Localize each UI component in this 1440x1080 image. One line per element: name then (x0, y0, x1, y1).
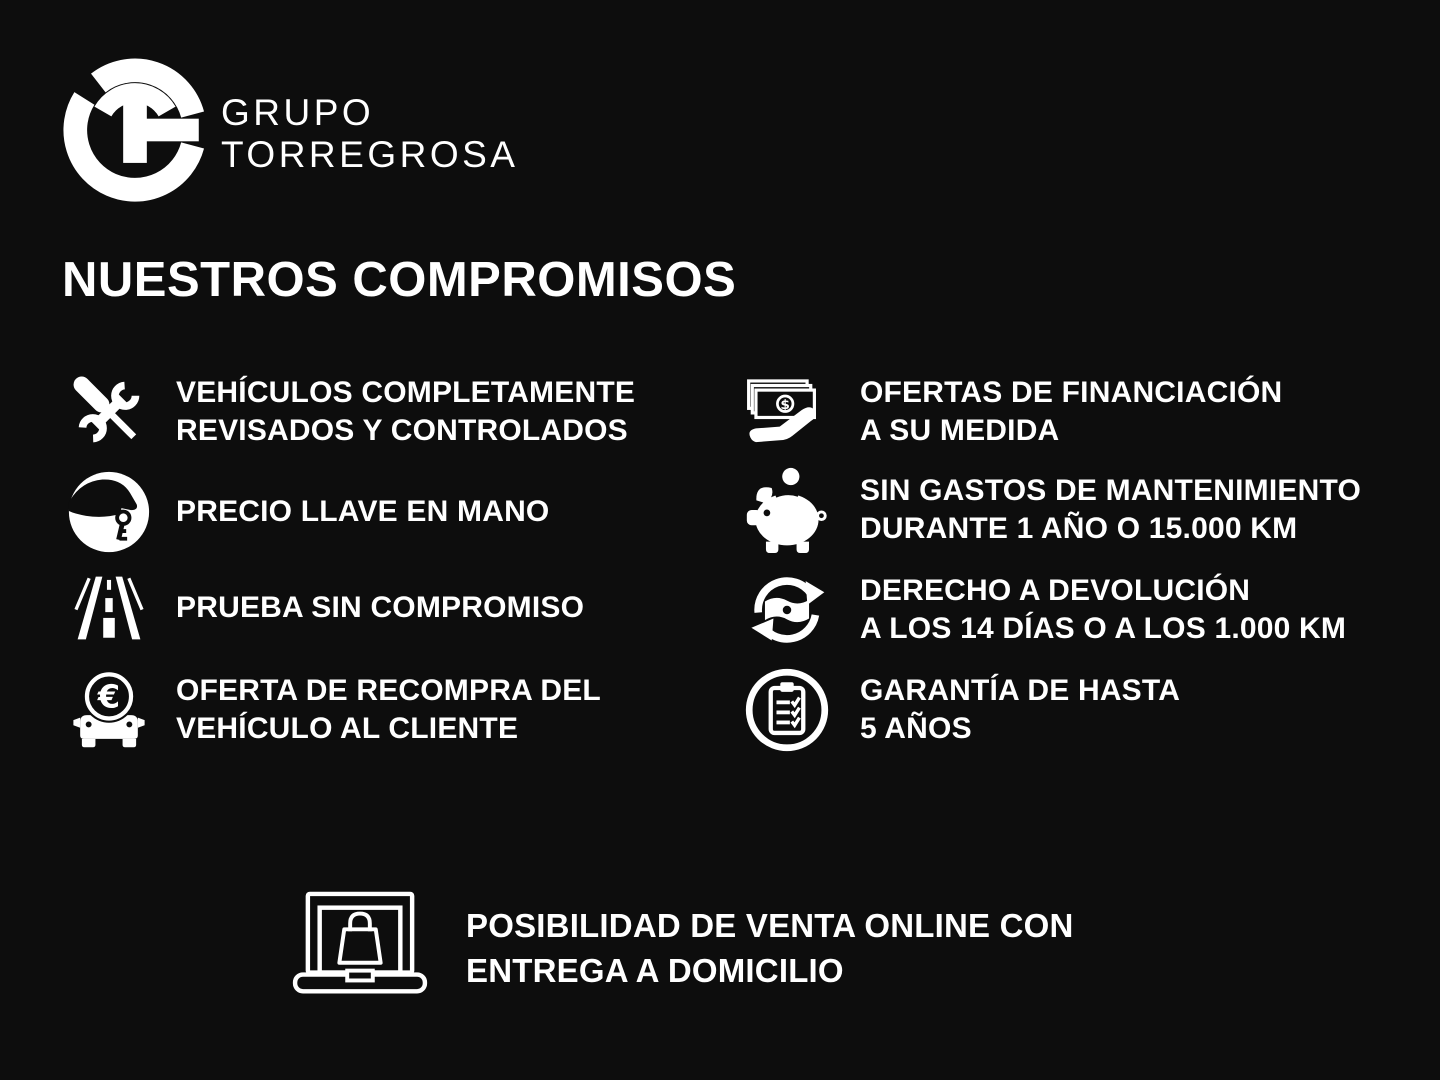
brand-line1: GRUPO (221, 92, 375, 133)
warranty-checklist-icon (743, 666, 831, 754)
commitment-line: A SU MEDIDA (860, 414, 1060, 447)
icon-box (284, 888, 436, 1008)
icon-box (58, 370, 160, 454)
key-hand-icon (67, 470, 151, 554)
footer-line: ENTREGA A DOMICILIO (466, 952, 844, 989)
icon-box (740, 563, 834, 657)
commitment-line: DERECHO A DEVOLUCIÓN (860, 574, 1251, 607)
icon-box (740, 666, 834, 754)
road-icon (71, 569, 147, 647)
svg-text:€: € (97, 677, 121, 716)
cash-hand-icon (745, 370, 829, 454)
commitment-line: VEHÍCULO AL CLIENTE (176, 712, 519, 745)
commitment-line: 5 AÑOS (860, 712, 972, 745)
commitment-financing-offers (740, 362, 1440, 462)
page-title: NUESTROS COMPROMISOS (62, 253, 737, 307)
commitment-line: A LOS 14 DÍAS O A LOS 1.000 KM (860, 612, 1347, 645)
tools-icon (68, 370, 150, 454)
commitment-test-drive (58, 562, 723, 654)
commitment-line: REVISADOS Y CONTROLADOS (176, 414, 628, 447)
brand-header (63, 58, 518, 202)
commitment-revised-vehicles (58, 362, 723, 462)
brand-line2: TORREGROSA (221, 134, 519, 175)
icon-box (740, 466, 834, 554)
icon-box (58, 569, 160, 647)
commitment-turnkey-price (58, 466, 723, 558)
icon-box (58, 470, 160, 554)
icon-box (740, 370, 834, 454)
commitment-no-maintenance-costs (740, 460, 1440, 560)
gt-monogram-icon (63, 58, 207, 202)
laptop-shopping-icon (290, 888, 430, 1008)
footer-line: POSIBILIDAD DE VENTA ONLINE CON (466, 907, 1074, 944)
commitment-right-of-return (740, 558, 1440, 662)
commitment-line: SIN GASTOS DE MANTENIMIENTO (860, 474, 1362, 507)
online-sale-banner (284, 888, 1074, 1008)
money-return-icon (748, 563, 826, 657)
brand-wordmark (221, 92, 518, 202)
commitment-line: OFERTAS DE FINANCIACIÓN (860, 376, 1283, 409)
commitment-line: DURANTE 1 AÑO O 15.000 KM (860, 512, 1298, 545)
commitment-line: PRECIO LLAVE EN MANO (176, 495, 550, 528)
piggy-bank-icon (743, 466, 831, 554)
icon-box (58, 661, 160, 759)
svg-text:$: $ (780, 396, 790, 413)
euro-car-icon (70, 661, 148, 759)
commitment-line: OFERTA DE RECOMPRA DEL (176, 674, 601, 707)
commitment-line: PRUEBA SIN COMPROMISO (176, 591, 585, 624)
commitment-warranty (740, 656, 1440, 764)
commitment-line: VEHÍCULOS COMPLETAMENTE (176, 376, 636, 409)
commitment-line: GARANTÍA DE HASTA (860, 674, 1181, 707)
commitment-buyback-offer (58, 656, 723, 764)
